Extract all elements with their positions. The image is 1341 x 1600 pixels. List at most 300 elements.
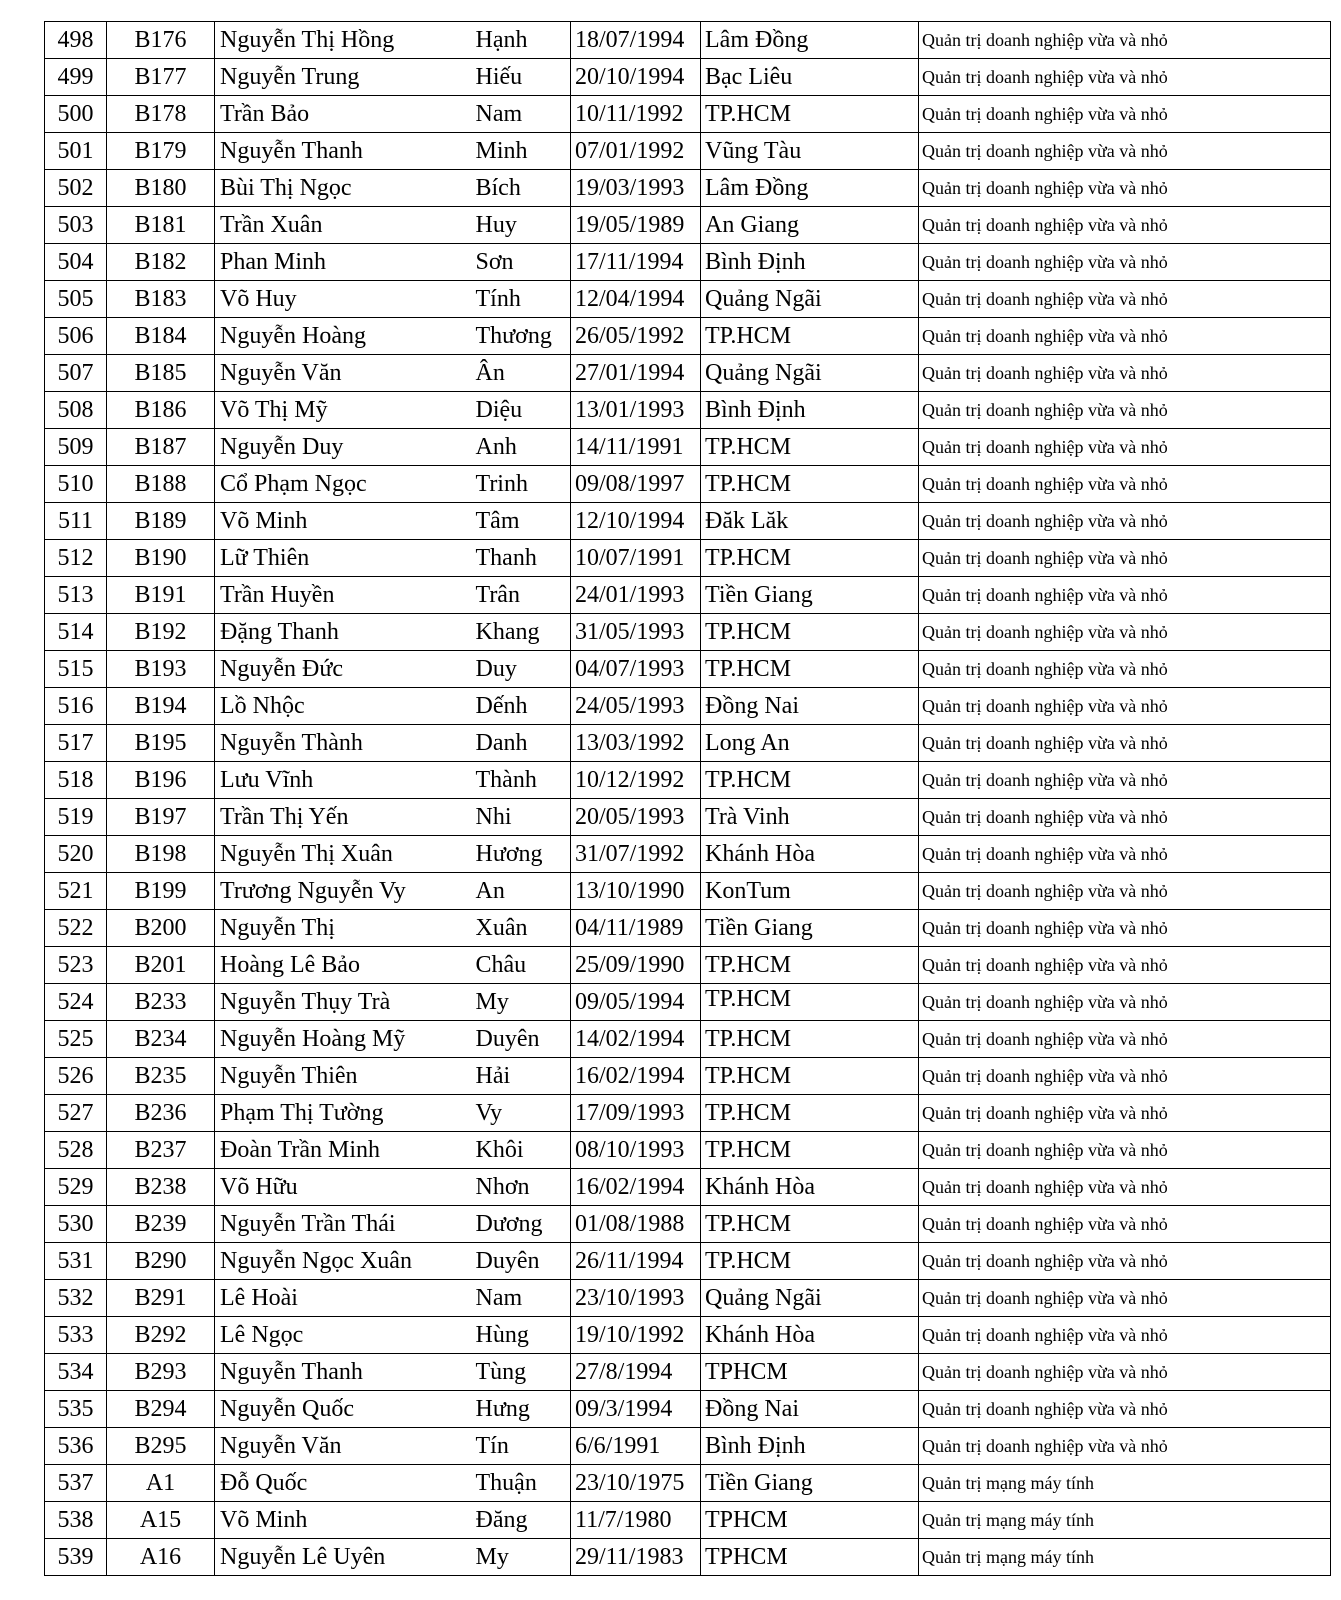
- cell-stt: 513: [45, 577, 107, 614]
- cell-first-name: Minh: [473, 133, 571, 170]
- cell-first-name: Hải: [473, 1058, 571, 1095]
- cell-major: Quản trị doanh nghiệp vừa và nhỏ: [919, 614, 1331, 651]
- cell-student-code: B184: [107, 318, 215, 355]
- cell-birthplace: TP.HCM: [701, 1132, 919, 1169]
- cell-stt: 510: [45, 466, 107, 503]
- cell-major: Quản trị doanh nghiệp vừa và nhỏ: [919, 1391, 1331, 1428]
- cell-birthplace: TP.HCM: [701, 1095, 919, 1132]
- cell-stt: 514: [45, 614, 107, 651]
- table-body: [45, 22, 1331, 1576]
- cell-birthplace: TP.HCM: [701, 318, 919, 355]
- table-row: [45, 207, 1331, 244]
- cell-student-code: B239: [107, 1206, 215, 1243]
- cell-date-of-birth: 09/05/1994: [571, 984, 701, 1021]
- cell-student-code: B177: [107, 59, 215, 96]
- cell-student-code: A15: [107, 1502, 215, 1539]
- cell-first-name: Dương: [473, 1206, 571, 1243]
- table-row: [45, 614, 1331, 651]
- cell-date-of-birth: 10/07/1991: [571, 540, 701, 577]
- cell-birthplace: Trà Vinh: [701, 799, 919, 836]
- table-row: [45, 984, 1331, 1021]
- cell-stt: 520: [45, 836, 107, 873]
- cell-first-name: Trân: [473, 577, 571, 614]
- cell-date-of-birth: 09/08/1997: [571, 466, 701, 503]
- table-row: [45, 133, 1331, 170]
- cell-student-code: B186: [107, 392, 215, 429]
- cell-student-code: B192: [107, 614, 215, 651]
- cell-birthplace: Khánh Hòa: [701, 1169, 919, 1206]
- cell-stt: 498: [45, 22, 107, 59]
- cell-student-code: B187: [107, 429, 215, 466]
- cell-stt: 529: [45, 1169, 107, 1206]
- cell-student-code: B191: [107, 577, 215, 614]
- table-row: [45, 762, 1331, 799]
- table-row: [45, 873, 1331, 910]
- cell-birthplace: Lâm Đồng: [701, 170, 919, 207]
- cell-date-of-birth: 17/11/1994: [571, 244, 701, 281]
- cell-first-name: Sơn: [473, 244, 571, 281]
- cell-date-of-birth: 13/03/1992: [571, 725, 701, 762]
- cell-major: Quản trị mạng máy tính: [919, 1502, 1331, 1539]
- cell-major: Quản trị mạng máy tính: [919, 1539, 1331, 1576]
- cell-major: Quản trị doanh nghiệp vừa và nhỏ: [919, 910, 1331, 947]
- cell-student-code: B182: [107, 244, 215, 281]
- cell-birthplace: An Giang: [701, 207, 919, 244]
- cell-date-of-birth: 24/05/1993: [571, 688, 701, 725]
- cell-major: Quản trị doanh nghiệp vừa và nhỏ: [919, 281, 1331, 318]
- cell-last-middle-name: Đoàn Trần Minh: [215, 1132, 473, 1169]
- cell-last-middle-name: Nguyễn Thanh: [215, 1354, 473, 1391]
- cell-last-middle-name: Trần Bảo: [215, 96, 473, 133]
- table-row: [45, 59, 1331, 96]
- cell-date-of-birth: 08/10/1993: [571, 1132, 701, 1169]
- cell-birthplace: Bình Định: [701, 244, 919, 281]
- cell-date-of-birth: 04/07/1993: [571, 651, 701, 688]
- cell-stt: 504: [45, 244, 107, 281]
- cell-date-of-birth: 26/11/1994: [571, 1243, 701, 1280]
- table-row: [45, 244, 1331, 281]
- table-row: [45, 1132, 1331, 1169]
- cell-last-middle-name: Võ Thị Mỹ: [215, 392, 473, 429]
- cell-major: Quản trị doanh nghiệp vừa và nhỏ: [919, 22, 1331, 59]
- table-row: [45, 503, 1331, 540]
- cell-first-name: Thương: [473, 318, 571, 355]
- cell-birthplace: TP.HCM: [701, 651, 919, 688]
- cell-date-of-birth: 23/10/1975: [571, 1465, 701, 1502]
- cell-student-code: B196: [107, 762, 215, 799]
- cell-major: Quản trị doanh nghiệp vừa và nhỏ: [919, 984, 1331, 1021]
- cell-first-name: My: [473, 984, 571, 1021]
- cell-student-code: B193: [107, 651, 215, 688]
- table-row: [45, 1169, 1331, 1206]
- table-row: [45, 466, 1331, 503]
- cell-last-middle-name: Nguyễn Duy: [215, 429, 473, 466]
- cell-stt: 516: [45, 688, 107, 725]
- cell-major: Quản trị doanh nghiệp vừa và nhỏ: [919, 429, 1331, 466]
- cell-stt: 537: [45, 1465, 107, 1502]
- cell-last-middle-name: Trần Huyền: [215, 577, 473, 614]
- cell-last-middle-name: Lữ Thiên: [215, 540, 473, 577]
- cell-last-middle-name: Lê Ngọc: [215, 1317, 473, 1354]
- cell-student-code: B237: [107, 1132, 215, 1169]
- cell-first-name: Nam: [473, 1280, 571, 1317]
- cell-date-of-birth: 18/07/1994: [571, 22, 701, 59]
- cell-birthplace: TP.HCM: [701, 947, 919, 984]
- cell-stt: 509: [45, 429, 107, 466]
- cell-first-name: Xuân: [473, 910, 571, 947]
- cell-birthplace: Tiền Giang: [701, 910, 919, 947]
- cell-date-of-birth: 27/01/1994: [571, 355, 701, 392]
- cell-stt: 518: [45, 762, 107, 799]
- cell-major: Quản trị doanh nghiệp vừa và nhỏ: [919, 59, 1331, 96]
- cell-last-middle-name: Đỗ Quốc: [215, 1465, 473, 1502]
- table-row: [45, 947, 1331, 984]
- cell-last-middle-name: Nguyễn Hoàng Mỹ: [215, 1021, 473, 1058]
- cell-student-code: A16: [107, 1539, 215, 1576]
- table-row: [45, 1021, 1331, 1058]
- table-row: [45, 651, 1331, 688]
- cell-first-name: Duyên: [473, 1243, 571, 1280]
- cell-major: Quản trị doanh nghiệp vừa và nhỏ: [919, 133, 1331, 170]
- cell-stt: 517: [45, 725, 107, 762]
- cell-date-of-birth: 17/09/1993: [571, 1095, 701, 1132]
- cell-last-middle-name: Nguyễn Trần Thái: [215, 1206, 473, 1243]
- cell-student-code: B236: [107, 1095, 215, 1132]
- cell-stt: 523: [45, 947, 107, 984]
- cell-major: Quản trị doanh nghiệp vừa và nhỏ: [919, 318, 1331, 355]
- cell-last-middle-name: Phan Minh: [215, 244, 473, 281]
- cell-date-of-birth: 11/7/1980: [571, 1502, 701, 1539]
- cell-birthplace: Bạc Liêu: [701, 59, 919, 96]
- cell-first-name: Hưng: [473, 1391, 571, 1428]
- cell-major: Quản trị doanh nghiệp vừa và nhỏ: [919, 836, 1331, 873]
- cell-birthplace: Quảng Ngãi: [701, 1280, 919, 1317]
- table-row: [45, 725, 1331, 762]
- cell-birthplace: TP.HCM: [701, 429, 919, 466]
- cell-date-of-birth: 31/07/1992: [571, 836, 701, 873]
- cell-last-middle-name: Phạm Thị Tường: [215, 1095, 473, 1132]
- cell-major: Quản trị doanh nghiệp vừa và nhỏ: [919, 577, 1331, 614]
- table-row: [45, 429, 1331, 466]
- cell-student-code: B238: [107, 1169, 215, 1206]
- cell-first-name: Trinh: [473, 466, 571, 503]
- cell-first-name: Tính: [473, 281, 571, 318]
- cell-major: Quản trị doanh nghiệp vừa và nhỏ: [919, 725, 1331, 762]
- cell-last-middle-name: Trương Nguyễn Vy: [215, 873, 473, 910]
- cell-last-middle-name: Nguyễn Thanh: [215, 133, 473, 170]
- cell-birthplace: TP.HCM: [701, 96, 919, 133]
- cell-major: Quản trị mạng máy tính: [919, 1465, 1331, 1502]
- table-row: [45, 1206, 1331, 1243]
- cell-student-code: B293: [107, 1354, 215, 1391]
- cell-student-code: B199: [107, 873, 215, 910]
- cell-student-code: B200: [107, 910, 215, 947]
- table-row: [45, 1539, 1331, 1576]
- student-list-table: [44, 21, 1331, 1576]
- cell-birthplace: Đăk Lăk: [701, 503, 919, 540]
- cell-last-middle-name: Nguyễn Thị Hồng: [215, 22, 473, 59]
- cell-major: Quản trị doanh nghiệp vừa và nhỏ: [919, 651, 1331, 688]
- cell-birthplace: KonTum: [701, 873, 919, 910]
- cell-first-name: Nhi: [473, 799, 571, 836]
- cell-birthplace: TP.HCM: [701, 614, 919, 651]
- cell-first-name: My: [473, 1539, 571, 1576]
- cell-stt: 532: [45, 1280, 107, 1317]
- cell-stt: 533: [45, 1317, 107, 1354]
- cell-major: Quản trị doanh nghiệp vừa và nhỏ: [919, 207, 1331, 244]
- cell-stt: 511: [45, 503, 107, 540]
- cell-date-of-birth: 19/05/1989: [571, 207, 701, 244]
- cell-birthplace: Tiền Giang: [701, 1465, 919, 1502]
- cell-student-code: B179: [107, 133, 215, 170]
- cell-date-of-birth: 09/3/1994: [571, 1391, 701, 1428]
- cell-major: Quản trị doanh nghiệp vừa và nhỏ: [919, 1317, 1331, 1354]
- cell-student-code: A1: [107, 1465, 215, 1502]
- cell-major: Quản trị doanh nghiệp vừa và nhỏ: [919, 1058, 1331, 1095]
- table-row: [45, 1095, 1331, 1132]
- table-row: [45, 577, 1331, 614]
- cell-major: Quản trị doanh nghiệp vừa và nhỏ: [919, 1243, 1331, 1280]
- cell-date-of-birth: 24/01/1993: [571, 577, 701, 614]
- table-row: [45, 170, 1331, 207]
- cell-student-code: B189: [107, 503, 215, 540]
- cell-last-middle-name: Võ Minh: [215, 503, 473, 540]
- cell-last-middle-name: Nguyễn Quốc: [215, 1391, 473, 1428]
- cell-first-name: Thuận: [473, 1465, 571, 1502]
- cell-student-code: B194: [107, 688, 215, 725]
- cell-last-middle-name: Nguyễn Thành: [215, 725, 473, 762]
- cell-first-name: Đăng: [473, 1502, 571, 1539]
- cell-date-of-birth: 19/03/1993: [571, 170, 701, 207]
- cell-major: Quản trị doanh nghiệp vừa và nhỏ: [919, 355, 1331, 392]
- cell-major: Quản trị doanh nghiệp vừa và nhỏ: [919, 1095, 1331, 1132]
- cell-date-of-birth: 07/01/1992: [571, 133, 701, 170]
- cell-last-middle-name: Võ Huy: [215, 281, 473, 318]
- table-row: [45, 96, 1331, 133]
- cell-birthplace: Đồng Nai: [701, 688, 919, 725]
- cell-date-of-birth: 14/02/1994: [571, 1021, 701, 1058]
- cell-stt: 525: [45, 1021, 107, 1058]
- cell-last-middle-name: Trần Xuân: [215, 207, 473, 244]
- cell-first-name: Duy: [473, 651, 571, 688]
- cell-stt: 538: [45, 1502, 107, 1539]
- table-row: [45, 1428, 1331, 1465]
- cell-last-middle-name: Đặng Thanh: [215, 614, 473, 651]
- table-row: [45, 392, 1331, 429]
- table-row: [45, 318, 1331, 355]
- cell-last-middle-name: Nguyễn Văn: [215, 1428, 473, 1465]
- cell-birthplace: Lâm Đồng: [701, 22, 919, 59]
- cell-first-name: Tín: [473, 1428, 571, 1465]
- cell-first-name: Anh: [473, 429, 571, 466]
- cell-last-middle-name: Lưu Vĩnh: [215, 762, 473, 799]
- cell-student-code: B178: [107, 96, 215, 133]
- cell-last-middle-name: Nguyễn Hoàng: [215, 318, 473, 355]
- cell-stt: 506: [45, 318, 107, 355]
- cell-date-of-birth: 12/10/1994: [571, 503, 701, 540]
- cell-first-name: Bích: [473, 170, 571, 207]
- cell-date-of-birth: 14/11/1991: [571, 429, 701, 466]
- cell-stt: 501: [45, 133, 107, 170]
- cell-first-name: Tâm: [473, 503, 571, 540]
- cell-first-name: Diệu: [473, 392, 571, 429]
- cell-major: Quản trị doanh nghiệp vừa và nhỏ: [919, 466, 1331, 503]
- cell-stt: 499: [45, 59, 107, 96]
- cell-first-name: Khôi: [473, 1132, 571, 1169]
- cell-student-code: B292: [107, 1317, 215, 1354]
- cell-major: Quản trị doanh nghiệp vừa và nhỏ: [919, 503, 1331, 540]
- cell-first-name: Thành: [473, 762, 571, 799]
- cell-first-name: Hạnh: [473, 22, 571, 59]
- table-row: [45, 1317, 1331, 1354]
- cell-stt: 522: [45, 910, 107, 947]
- cell-date-of-birth: 26/05/1992: [571, 318, 701, 355]
- cell-stt: 515: [45, 651, 107, 688]
- cell-birthplace: Khánh Hòa: [701, 1317, 919, 1354]
- cell-date-of-birth: 20/10/1994: [571, 59, 701, 96]
- cell-major: Quản trị doanh nghiệp vừa và nhỏ: [919, 688, 1331, 725]
- cell-birthplace: TPHCM: [701, 1539, 919, 1576]
- cell-stt: 534: [45, 1354, 107, 1391]
- cell-major: Quản trị doanh nghiệp vừa và nhỏ: [919, 1021, 1331, 1058]
- cell-date-of-birth: 10/12/1992: [571, 762, 701, 799]
- cell-first-name: Tùng: [473, 1354, 571, 1391]
- cell-student-code: B183: [107, 281, 215, 318]
- cell-last-middle-name: Nguyễn Ngọc Xuân: [215, 1243, 473, 1280]
- cell-last-middle-name: Bùi Thị Ngọc: [215, 170, 473, 207]
- cell-stt: 524: [45, 984, 107, 1021]
- cell-date-of-birth: 12/04/1994: [571, 281, 701, 318]
- cell-major: Quản trị doanh nghiệp vừa và nhỏ: [919, 947, 1331, 984]
- cell-first-name: Ân: [473, 355, 571, 392]
- cell-date-of-birth: 04/11/1989: [571, 910, 701, 947]
- cell-last-middle-name: Nguyễn Thụy Trà: [215, 984, 473, 1021]
- cell-student-code: B185: [107, 355, 215, 392]
- cell-major: Quản trị doanh nghiệp vừa và nhỏ: [919, 1354, 1331, 1391]
- table-row: [45, 540, 1331, 577]
- cell-first-name: Châu: [473, 947, 571, 984]
- cell-first-name: Hương: [473, 836, 571, 873]
- cell-stt: 539: [45, 1539, 107, 1576]
- cell-student-code: B201: [107, 947, 215, 984]
- cell-stt: 531: [45, 1243, 107, 1280]
- cell-birthplace: Vũng Tàu: [701, 133, 919, 170]
- table-row: [45, 836, 1331, 873]
- cell-last-middle-name: Nguyễn Thị: [215, 910, 473, 947]
- cell-birthplace: Khánh Hòa: [701, 836, 919, 873]
- cell-student-code: B188: [107, 466, 215, 503]
- cell-major: Quản trị doanh nghiệp vừa và nhỏ: [919, 540, 1331, 577]
- cell-last-middle-name: Hoàng Lê Bảo: [215, 947, 473, 984]
- cell-student-code: B181: [107, 207, 215, 244]
- cell-last-middle-name: Võ Minh: [215, 1502, 473, 1539]
- cell-first-name: Duyên: [473, 1021, 571, 1058]
- cell-stt: 502: [45, 170, 107, 207]
- cell-stt: 519: [45, 799, 107, 836]
- cell-birthplace: TP.HCM: [701, 762, 919, 799]
- cell-birthplace: Long An: [701, 725, 919, 762]
- cell-stt: 521: [45, 873, 107, 910]
- table-row: [45, 1465, 1331, 1502]
- cell-stt: 503: [45, 207, 107, 244]
- cell-stt: 527: [45, 1095, 107, 1132]
- cell-birthplace: TP.HCM: [701, 466, 919, 503]
- table-row: [45, 22, 1331, 59]
- table-row: [45, 1502, 1331, 1539]
- table-row: [45, 1391, 1331, 1428]
- cell-student-code: B234: [107, 1021, 215, 1058]
- cell-stt: 536: [45, 1428, 107, 1465]
- cell-first-name: Thanh: [473, 540, 571, 577]
- cell-major: Quản trị doanh nghiệp vừa và nhỏ: [919, 1132, 1331, 1169]
- table-row: [45, 355, 1331, 392]
- cell-first-name: Hiếu: [473, 59, 571, 96]
- cell-first-name: Khang: [473, 614, 571, 651]
- cell-student-code: B291: [107, 1280, 215, 1317]
- table-row: [45, 910, 1331, 947]
- cell-stt: 500: [45, 96, 107, 133]
- table-row: [45, 1354, 1331, 1391]
- cell-date-of-birth: 25/09/1990: [571, 947, 701, 984]
- cell-student-code: B180: [107, 170, 215, 207]
- cell-student-code: B294: [107, 1391, 215, 1428]
- cell-date-of-birth: 27/8/1994: [571, 1354, 701, 1391]
- cell-first-name: Hùng: [473, 1317, 571, 1354]
- cell-first-name: Dếnh: [473, 688, 571, 725]
- cell-stt: 530: [45, 1206, 107, 1243]
- cell-last-middle-name: Lê Hoài: [215, 1280, 473, 1317]
- cell-student-code: B233: [107, 984, 215, 1021]
- cell-first-name: Danh: [473, 725, 571, 762]
- cell-birthplace: Bình Định: [701, 392, 919, 429]
- cell-first-name: An: [473, 873, 571, 910]
- cell-major: Quản trị doanh nghiệp vừa và nhỏ: [919, 244, 1331, 281]
- cell-major: Quản trị doanh nghiệp vừa và nhỏ: [919, 1206, 1331, 1243]
- cell-birthplace: Bình Định: [701, 1428, 919, 1465]
- cell-student-code: B295: [107, 1428, 215, 1465]
- cell-major: Quản trị doanh nghiệp vừa và nhỏ: [919, 1169, 1331, 1206]
- cell-student-code: B198: [107, 836, 215, 873]
- cell-stt: 505: [45, 281, 107, 318]
- cell-date-of-birth: 6/6/1991: [571, 1428, 701, 1465]
- cell-birthplace: TPHCM: [701, 1354, 919, 1391]
- cell-last-middle-name: Nguyễn Văn: [215, 355, 473, 392]
- cell-last-middle-name: Trần Thị Yến: [215, 799, 473, 836]
- cell-major: Quản trị doanh nghiệp vừa và nhỏ: [919, 1428, 1331, 1465]
- cell-last-middle-name: Nguyễn Lê Uyên: [215, 1539, 473, 1576]
- table-row: [45, 1243, 1331, 1280]
- cell-stt: 512: [45, 540, 107, 577]
- cell-date-of-birth: 13/01/1993: [571, 392, 701, 429]
- cell-date-of-birth: 23/10/1993: [571, 1280, 701, 1317]
- cell-major: Quản trị doanh nghiệp vừa và nhỏ: [919, 799, 1331, 836]
- cell-major: Quản trị doanh nghiệp vừa và nhỏ: [919, 762, 1331, 799]
- cell-major: Quản trị doanh nghiệp vừa và nhỏ: [919, 1280, 1331, 1317]
- cell-birthplace: TP.HCM: [701, 1058, 919, 1095]
- cell-student-code: B195: [107, 725, 215, 762]
- cell-birthplace: TPHCM: [701, 1502, 919, 1539]
- cell-date-of-birth: 31/05/1993: [571, 614, 701, 651]
- cell-birthplace: TP.HCM: [701, 1206, 919, 1243]
- cell-date-of-birth: 01/08/1988: [571, 1206, 701, 1243]
- cell-date-of-birth: 29/11/1983: [571, 1539, 701, 1576]
- cell-last-middle-name: Nguyễn Đức: [215, 651, 473, 688]
- cell-birthplace: TP.HCM: [701, 540, 919, 577]
- cell-last-middle-name: Cổ Phạm Ngọc: [215, 466, 473, 503]
- cell-major: Quản trị doanh nghiệp vừa và nhỏ: [919, 873, 1331, 910]
- cell-student-code: B176: [107, 22, 215, 59]
- cell-first-name: Huy: [473, 207, 571, 244]
